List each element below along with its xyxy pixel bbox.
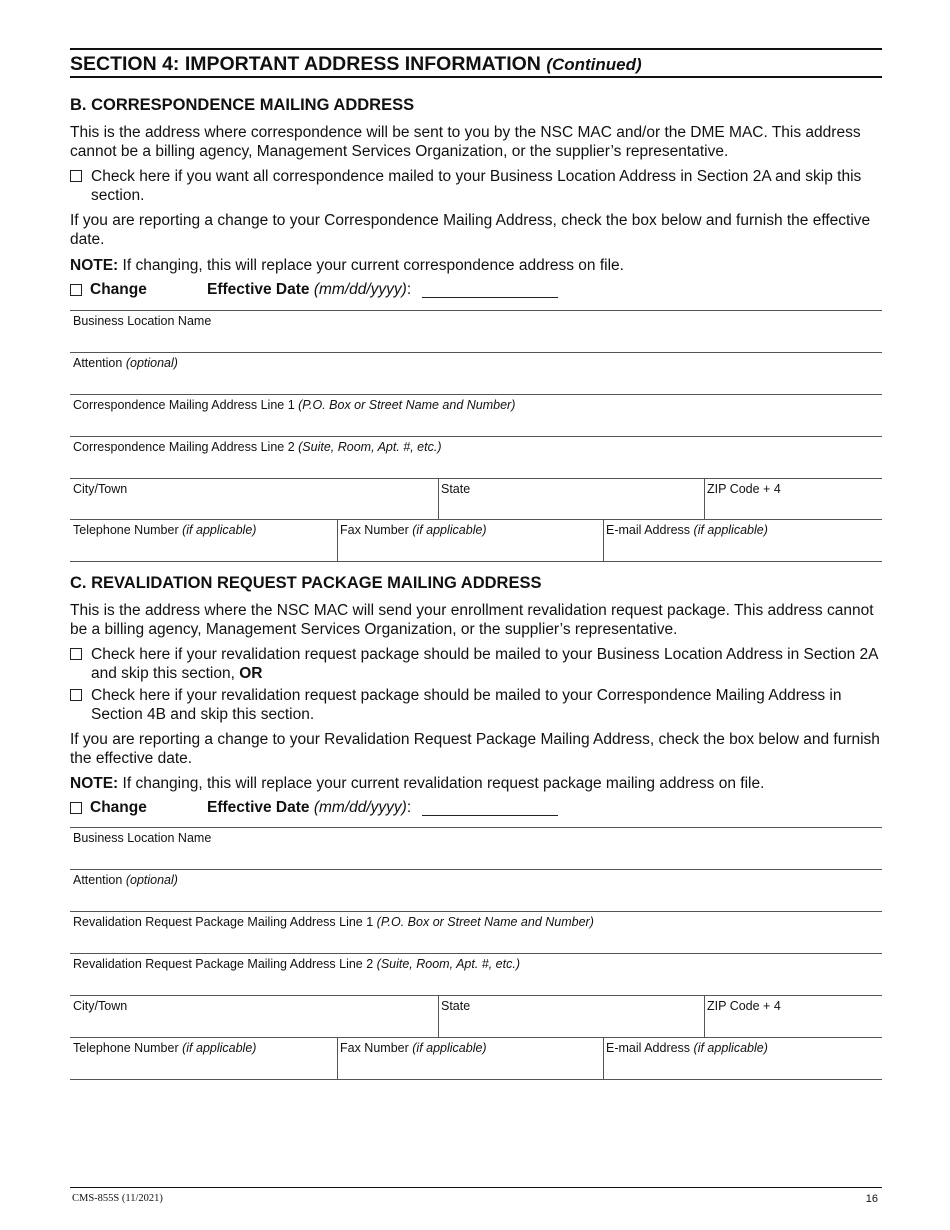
divider [603, 1037, 604, 1079]
section-title: SECTION 4: IMPORTANT ADDRESS INFORMATION (Continued) [70, 53, 642, 75]
c-fax-field[interactable]: Fax Number (if applicable) [337, 1037, 603, 1079]
divider [337, 519, 338, 561]
change-checkbox-c[interactable] [70, 802, 82, 814]
section-b-intro: This is the address where correspondence will be sent to you by the NSC MAC and/or the DME MAC. This address cannot be a billing agency, Management Services Organization, or the supplier’s representative. [70, 124, 861, 160]
skip-business-location-checkbox[interactable] [70, 648, 82, 660]
divider [70, 561, 882, 562]
b-email-field[interactable]: E-mail Address (if applicable) [603, 519, 882, 561]
footer-divider [70, 1187, 882, 1188]
skip-business-location-label: Check here if your revalidation request package should be mailed to your Business Location Address in Section 2A and skip this section, OR [91, 646, 878, 682]
form-id: CMS-855S (11/2021) [72, 1193, 163, 1204]
divider [704, 995, 705, 1037]
effective-date-input-b[interactable] [422, 297, 558, 298]
section-b-change-row [70, 281, 882, 301]
section-b-skip-option [70, 167, 882, 205]
skip-correspondence-checkbox[interactable] [70, 170, 82, 182]
b-address-line1-field[interactable]: Correspondence Mailing Address Line 1 (P.O. Box or Street Name and Number) [70, 394, 882, 436]
divider [70, 1079, 882, 1080]
page-number: 16 [865, 1193, 878, 1205]
section-c-note: NOTE: If changing, this will replace your current revalidation request package mailing address on file. [70, 775, 765, 792]
c-state-field[interactable]: State [438, 995, 704, 1037]
divider [438, 478, 439, 519]
effective-date-input-c[interactable] [422, 815, 558, 816]
section-c-change-row [70, 799, 882, 819]
c-attention-field[interactable]: Attention (optional) [70, 869, 882, 911]
section-c-intro: This is the address where the NSC MAC will send your enrollment revalidation request package. This address cannot be a billing agency, Management Services Organization, or the supplier’s representative. [70, 602, 874, 638]
b-address-line2-field[interactable]: Correspondence Mailing Address Line 2 (Suite, Room, Apt. #, etc.) [70, 436, 882, 478]
change-label: Change [90, 799, 147, 816]
section-b-note: NOTE: If changing, this will replace your current correspondence address on file. [70, 257, 624, 274]
divider [337, 1037, 338, 1079]
divider [704, 478, 705, 519]
c-zip-field[interactable]: ZIP Code + 4 [704, 995, 882, 1037]
section-c-skip-option-2 [70, 686, 882, 724]
change-label: Change [90, 281, 147, 298]
skip-correspondence-label: Check here if you want all correspondence mailed to your Business Location Address in Section 2A and skip this section. [91, 168, 862, 204]
c-telephone-field[interactable]: Telephone Number (if applicable) [70, 1037, 337, 1079]
b-state-field[interactable]: State [438, 478, 704, 519]
effective-date-label: Effective Date (mm/dd/yyyy): [207, 799, 412, 816]
c-email-field[interactable]: E-mail Address (if applicable) [603, 1037, 882, 1079]
b-zip-field[interactable]: ZIP Code + 4 [704, 478, 882, 519]
section-b-heading: B. CORRESPONDENCE MAILING ADDRESS [70, 96, 415, 114]
skip-correspondence-address-checkbox[interactable] [70, 689, 82, 701]
skip-correspondence-address-label: Check here if your revalidation request package should be mailed to your Correspondence Mailing Address in Section 4B and skip this section. [91, 687, 842, 723]
change-checkbox-b[interactable] [70, 284, 82, 296]
continued-label: (Continued) [546, 55, 642, 74]
section-header [70, 48, 882, 78]
section-c-change-intro: If you are reporting a change to your Revalidation Request Package Mailing Address, check the box below and furnish the effective date. [70, 731, 880, 767]
divider [438, 995, 439, 1037]
section-c-heading: C. REVALIDATION REQUEST PACKAGE MAILING ADDRESS [70, 574, 542, 592]
c-city-field[interactable]: City/Town [70, 995, 438, 1037]
c-address-line1-field[interactable]: Revalidation Request Package Mailing Address Line 1 (P.O. Box or Street Name and Number) [70, 911, 882, 953]
section-b-change-intro: If you are reporting a change to your Correspondence Mailing Address, check the box below and furnish the effective date. [70, 212, 871, 248]
c-address-line2-field[interactable]: Revalidation Request Package Mailing Address Line 2 (Suite, Room, Apt. #, etc.) [70, 953, 882, 995]
b-telephone-field[interactable]: Telephone Number (if applicable) [70, 519, 337, 561]
divider [603, 519, 604, 561]
b-fax-field[interactable]: Fax Number (if applicable) [337, 519, 603, 561]
b-city-field[interactable]: City/Town [70, 478, 438, 519]
b-attention-field[interactable]: Attention (optional) [70, 352, 882, 394]
c-business-location-name-field[interactable]: Business Location Name [70, 827, 882, 869]
effective-date-label: Effective Date (mm/dd/yyyy): [207, 281, 412, 298]
section-c-skip-option-1 [70, 645, 882, 683]
b-business-location-name-field[interactable]: Business Location Name [70, 310, 882, 352]
